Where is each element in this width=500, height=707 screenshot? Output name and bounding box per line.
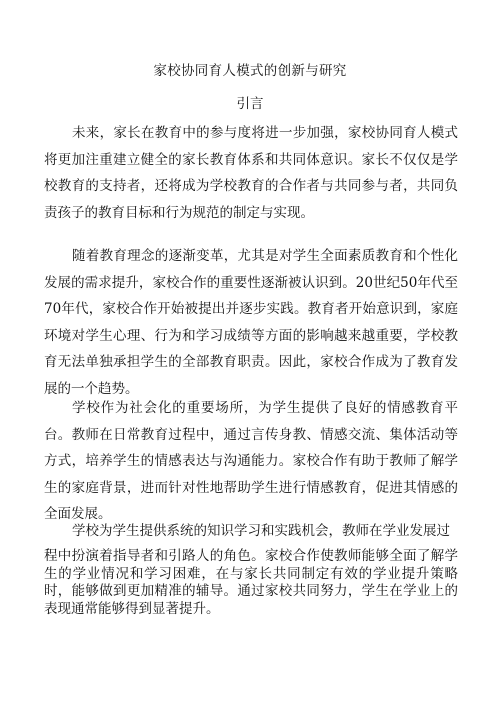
- section-heading: 引言: [236, 96, 264, 112]
- paragraph-4: 学校为学生提供系统的知识学习和实践机会，教师在学业发展过: [72, 523, 450, 539]
- paragraph-1: 未来，家长在教育中的参与度将进一步加强，家校协同育人模式将更加注重建立健全的家长教育体系和共同体意识。家长不仅仅是学校教育的支持者，还将成为学校教育的合作者与共同参与者，共同负责孩子的教育目标和行为规范的制定与实现。: [44, 125, 458, 221]
- paragraph-3: 学校作为社会化的重要场所，为学生提供了良好的情感教育平台。教师在日常教育过程中，通过言传身教、情感交流、集体活动等方式，培养学生的情感表达与沟通能力。家校合作有助于教师了解学生的家庭背景，进而针对性地帮助学生进行情感教育，促进其情感的全面发展。: [44, 400, 458, 522]
- paragraph-2: 随着教育理念的逐渐变革，尤其是对学生全面素质教育和个性化发展的需求提升，家校合作的重要性逐渐被认识到。20世纪50年代至70年代，家校合作开始被提出并逐步实践。教育者开始意识到，家庭环境对学生心理、行为和学习成绩等方面的影响越来越重要，学校教育无法单独承担学生的全部教育职责。因此，家校合作成为了教育发展的一个趋势。: [44, 248, 458, 397]
- document-title: 家校协同育人模式的创新与研究: [153, 63, 347, 79]
- paragraph-5: 程中扮演着指导者和引路人的角色。家校合作使教师能够全面了解学生的学业情况和学习困难，在与家长共同制定有效的学业提升策略时，能够做到更加精准的辅导。通过家校共同努力，学生在学业上的表现通常能够得到显著提升。: [44, 548, 458, 617]
